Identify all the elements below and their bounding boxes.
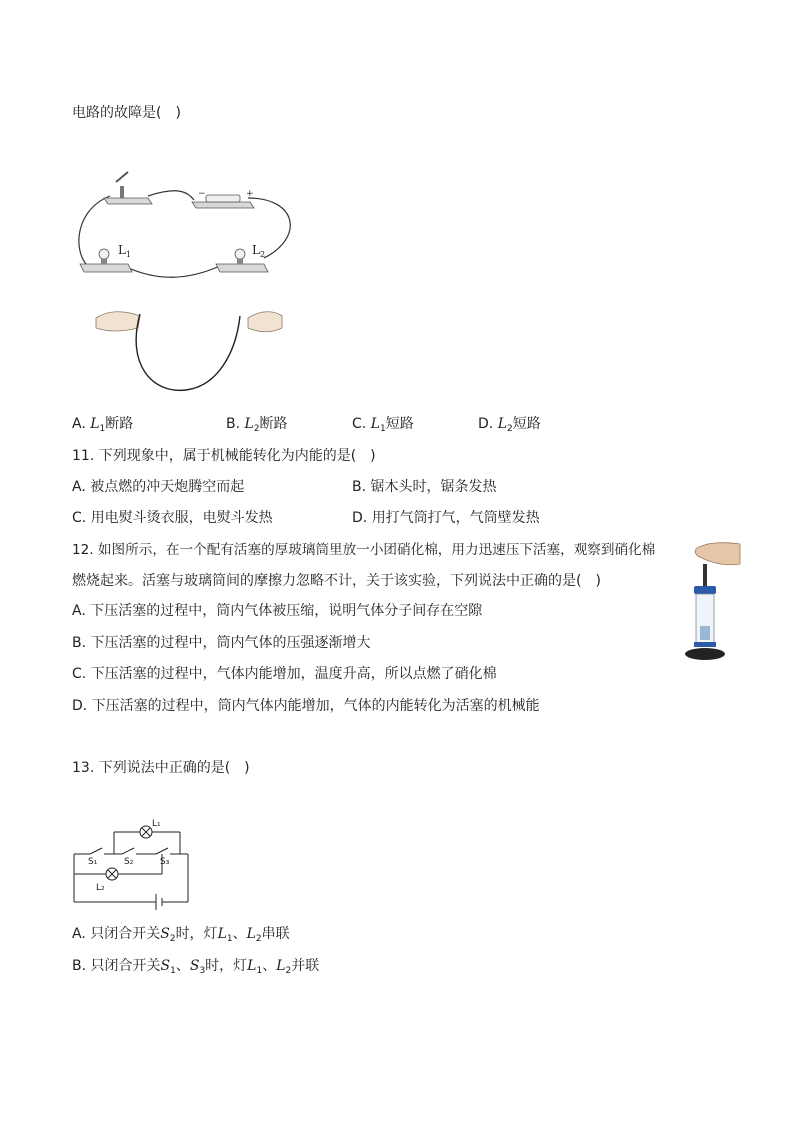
q13-circuit-diagram [72, 818, 202, 910]
q11-option-a[interactable]: A. 被点燃的冲天炮腾空而起 [72, 479, 245, 495]
q13-option-b[interactable]: B. 只闭合开关$S_1$、$S_3$时，灯$L_1$、$L_2$并联 [72, 958, 320, 976]
q10-stem-tail: 电路的故障是( ) [72, 105, 181, 121]
q13-s2-label: S₂ [124, 857, 134, 867]
q11-option-c[interactable]: C. 用电熨斗烫衣服，电熨斗发热 [72, 510, 273, 526]
q12-option-c[interactable]: C. 下压活塞的过程中，气体内能增加，温度升高，所以点燃了硝化棉 [72, 666, 497, 682]
q13-stem: 13. 下列说法中正确的是( ) [72, 760, 250, 776]
q10-option-c[interactable]: C. $L_1$短路 [352, 416, 414, 434]
q13-s3-label: S₃ [160, 857, 170, 867]
q10-option-b[interactable]: B. $L_2$断路 [226, 416, 288, 434]
q13-l1-label: L₁ [152, 819, 161, 829]
lamp-l2-sub: 2 [260, 250, 266, 259]
q11-option-b[interactable]: B. 锯木头时，锯条发热 [352, 479, 497, 495]
q13-s1-label: S₁ [88, 857, 98, 867]
q10-option-d[interactable]: D. $L_2$短路 [478, 416, 541, 434]
q10-circuit-figure [68, 168, 308, 398]
q11-option-d[interactable]: D. 用打气筒打气，气筒壁发热 [352, 510, 540, 526]
q13-option-a[interactable]: A. 只闭合开关$S_2$时，灯$L_1$、$L_2$串联 [72, 926, 290, 944]
q13-l2-label: L₂ [96, 883, 105, 893]
q12-option-d[interactable]: D. 下压活塞的过程中，筒内气体内能增加，气体的内能转化为活塞的机械能 [72, 698, 540, 714]
lamp-l1-sub: 1 [126, 250, 132, 259]
lamp-l1-label: L [118, 243, 126, 257]
lamp-l2-label: L [252, 243, 260, 257]
q12-option-b[interactable]: B. 下压活塞的过程中，筒内气体的压强逐渐增大 [72, 635, 371, 651]
q12-stem-line1: 12. 如图所示，在一个配有活塞的厚玻璃筒里放一小团硝化棉，用力迅速压下活塞，观察到硝化棉 [72, 542, 656, 558]
q12-stem-line2: 燃烧起来。活塞与玻璃筒间的摩擦力忽略不计，关于该实验，下列说法中正确的是( ) [72, 573, 601, 589]
q12-option-a[interactable]: A. 下压活塞的过程中，筒内气体被压缩，说明气体分子间存在空隙 [72, 603, 483, 619]
battery-plus-label: + [246, 189, 254, 199]
q11-stem: 11. 下列现象中，属于机械能转化为内能的是( ) [72, 448, 376, 464]
battery-minus-label: − [198, 189, 206, 199]
q12-piston-figure [680, 542, 742, 662]
q10-option-a[interactable]: A. $L_1$断路 [72, 416, 134, 434]
